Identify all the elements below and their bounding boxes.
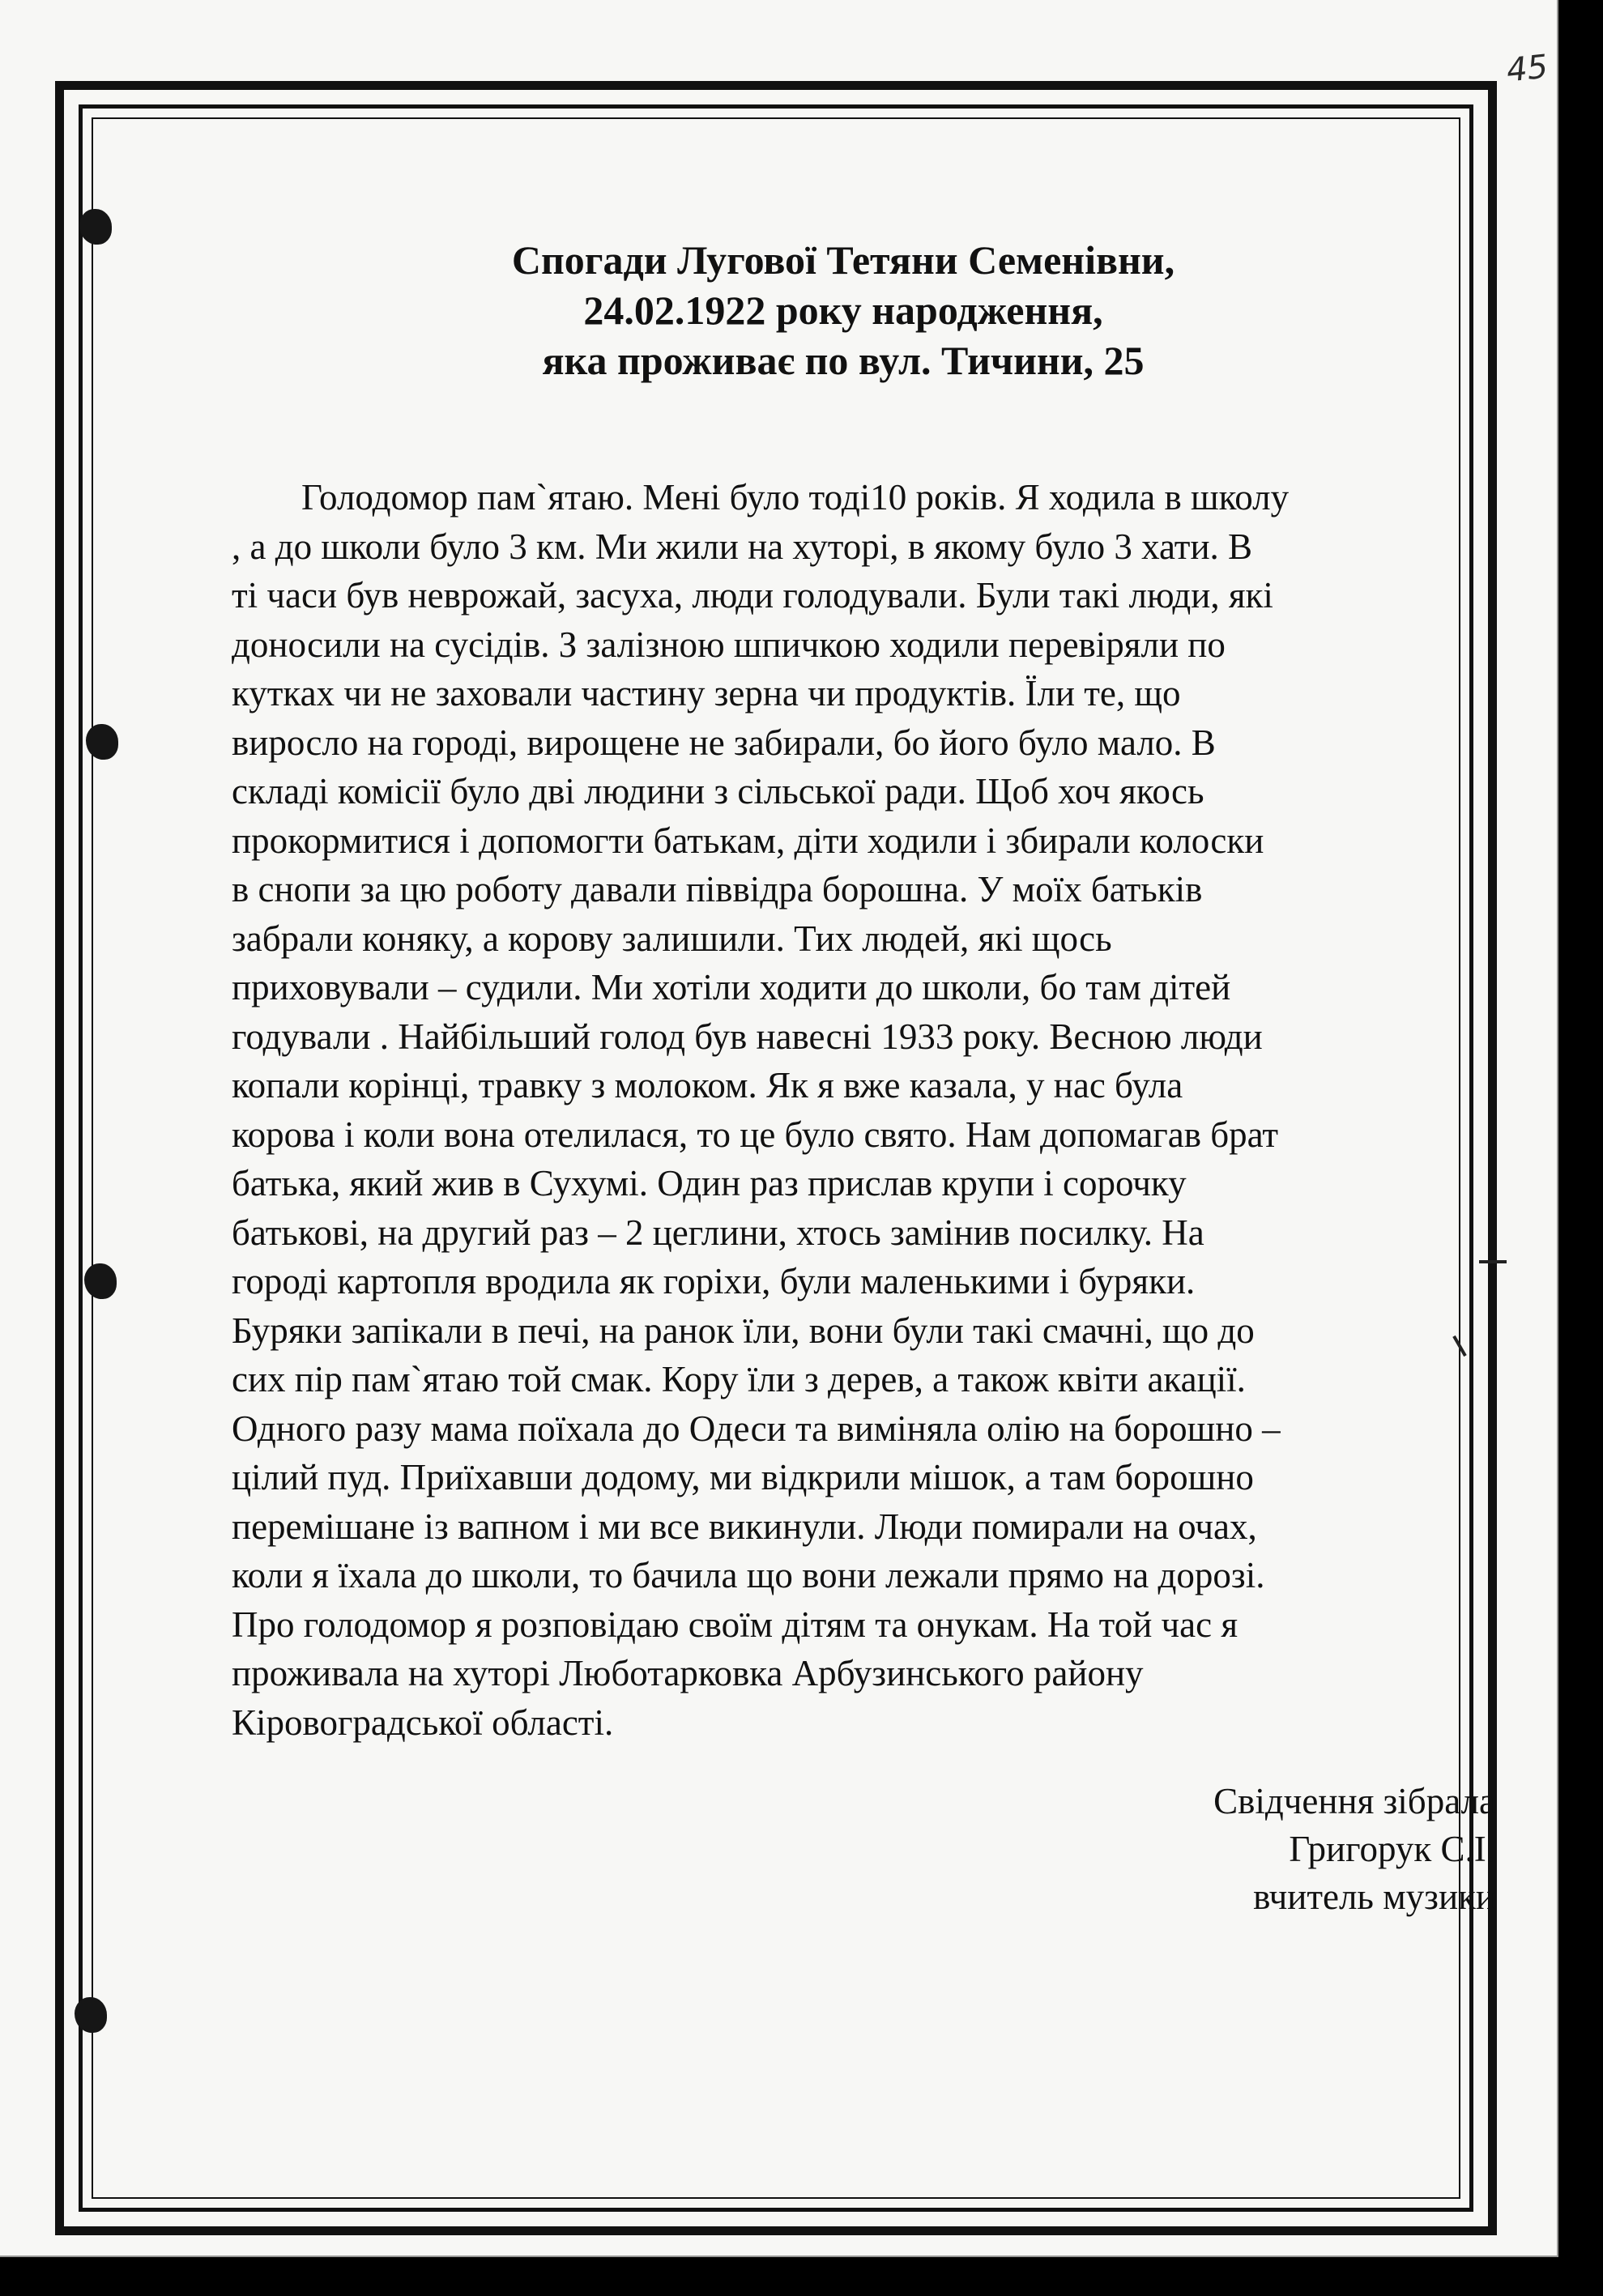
text-line: годували . Найбільший голод був навесні 1933 року. Весною люди xyxy=(232,1016,1263,1057)
text-line: корова і коли вона отелилася, то це було свято. Нам допомагав брат xyxy=(232,1114,1279,1155)
text-line: ті часи був неврожай, засуха, люди голодували. Були такі люди, які xyxy=(232,575,1273,616)
text-line: виросло на городі, вирощене не забирали, бо його було мало. В xyxy=(232,722,1216,763)
punch-hole xyxy=(75,1997,107,2033)
text-line: Одного разу мама поїхала до Одеси та виміняла олію на борошно – xyxy=(232,1408,1281,1449)
testimony-text xyxy=(232,473,1495,1747)
text-line: перемішане із вапном і ми все викинули. Люди помирали на очах, xyxy=(232,1506,1257,1547)
text-line: забрали коняку, а корову залишили. Тих людей, які щось xyxy=(232,918,1112,959)
handwritten-page-number: 45 xyxy=(1504,48,1550,90)
text-line: Кіровоградської області. xyxy=(232,1702,614,1743)
document-content xyxy=(232,235,1495,1917)
text-line: проживала на хуторі Люботарковка Арбузинського району xyxy=(232,1653,1144,1693)
punch-hole xyxy=(86,724,118,760)
text-line: кутках чи не заховали частину зерна чи продуктів. Їли те, що xyxy=(232,673,1181,714)
text-line: батька, який жив в Сухумі. Один раз прислав крупи і сорочку xyxy=(232,1163,1187,1203)
text-line: в снопи за цю роботу давали піввідра борошна. У моїх батьків xyxy=(232,869,1203,909)
signature-line: Григорук С.І. xyxy=(1289,1829,1495,1869)
text-line: прокормитися і допомогти батькам, діти ходили і збирали колоски xyxy=(232,820,1264,861)
text-line: сих пір пам`ятаю той смак. Кору їли з дерев, а також квіти акації. xyxy=(232,1359,1246,1399)
text-line: , а до школи було 3 км. Ми жили на хуторі, в якому було 3 хати. В xyxy=(232,526,1253,567)
text-line: копали корінці, травку з молоком. Як я вже казала, у нас була xyxy=(232,1065,1183,1105)
title-line: Спогади Лугової Тетяни Семенівни, xyxy=(511,237,1175,283)
text-line: батькові, на другий раз – 2 цеглини, хтось замінив посилку. На xyxy=(232,1212,1204,1253)
text-line: приховували – судили. Ми хотіли ходити до школи, бо там дітей xyxy=(232,967,1231,1007)
title-line: яка проживає по вул. Тичини, 25 xyxy=(542,338,1145,383)
text-line: Голодомор пам`ятаю. Мені було тоді10 років. Я ходила в школу xyxy=(301,477,1290,518)
text-line: коли я їхала до школи, то бачила що вони лежали прямо на дорозі. xyxy=(232,1555,1265,1595)
text-line: Про голодомор я розповідаю своїм дітям та онукам. На той час я xyxy=(232,1604,1238,1645)
punch-hole xyxy=(79,209,112,245)
text-line: городі картопля вродила як горіхи, були маленькими і буряки. xyxy=(232,1261,1196,1301)
document-title xyxy=(224,235,1463,386)
punch-hole xyxy=(84,1263,117,1299)
title-line: 24.02.1922 року народження, xyxy=(583,288,1103,333)
text-line: цілий пуд. Приїхавши додому, ми відкрили мішок, а там борошно xyxy=(232,1457,1254,1497)
text-line: складі комісії було дві людини з сільської ради. Щоб хоч якось xyxy=(232,771,1204,811)
text-line: Буряки запікали в печі, на ранок їли, вони були такі смачні, що до xyxy=(232,1310,1255,1351)
text-line: доносили на сусідів. З залізною шпичкою ходили перевіряли по xyxy=(232,624,1226,665)
signature-line: Свідчення зібрала xyxy=(1213,1781,1495,1821)
signature-line: вчитель музики xyxy=(1253,1876,1495,1917)
signature-block xyxy=(1213,1778,1495,1921)
